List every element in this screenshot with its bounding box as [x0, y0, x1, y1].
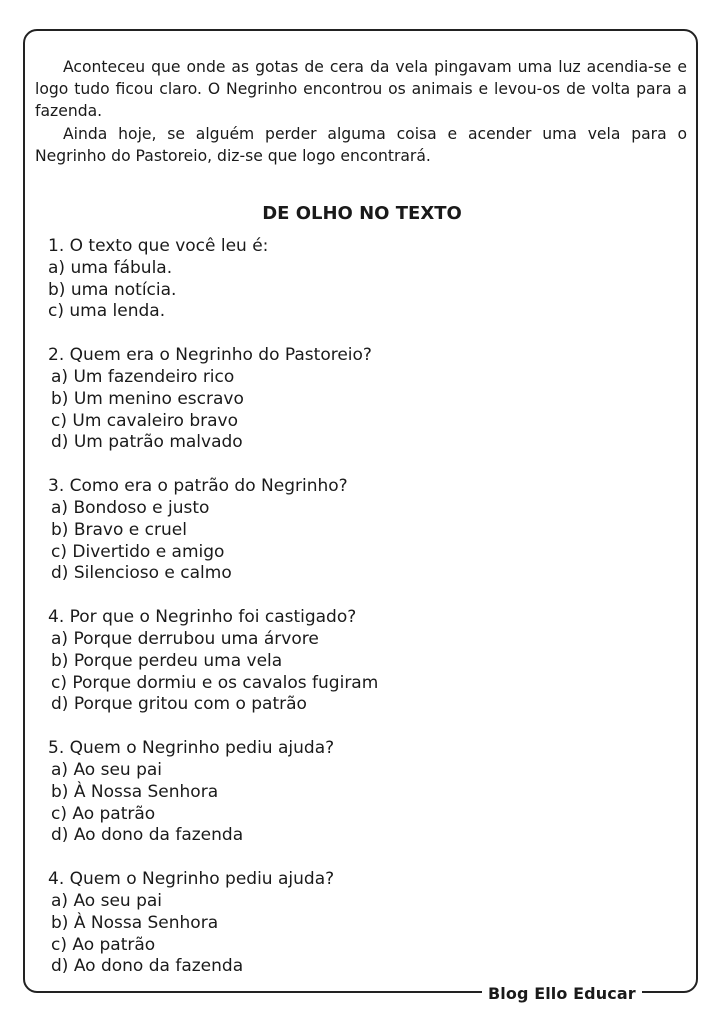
answer-option: b) uma notícia. [48, 279, 177, 300]
answer-option: c) uma lenda. [48, 301, 166, 322]
question-2 [48, 345, 688, 454]
story-paragraph: Ainda hoje, se alguém perder alguma coisa e acender uma vela para o Negrinho do Pastoreio, diz-se que logo encontrará. [35, 124, 687, 165]
question-stem: 3. Como era o patrão do Negrinho? [48, 476, 348, 497]
answer-option: c) Um cavaleiro bravo [51, 410, 239, 431]
answer-option: b) Porque perdeu uma vela [51, 650, 283, 671]
question-4 [48, 607, 688, 716]
question-stem: 4. Quem o Negrinho pediu ajuda? [48, 869, 335, 890]
answer-option: c) Divertido e amigo [51, 541, 225, 562]
answer-option: b) À Nossa Senhora [51, 912, 219, 933]
answer-option: b) Um menino escravo [51, 388, 244, 409]
question-stem: 4. Por que o Negrinho foi castigado? [48, 607, 357, 628]
question-3 [48, 476, 688, 585]
answer-option: d) Porque gritou com o patrão [51, 694, 307, 715]
footer-brand: Blog Ello Educar [482, 984, 642, 1003]
answer-option: b) À Nossa Senhora [51, 781, 219, 802]
answer-option: a) Porque derrubou uma árvore [51, 628, 319, 649]
question-list [48, 236, 688, 1000]
question-6 [48, 869, 688, 978]
question-stem: 2. Quem era o Negrinho do Pastoreio? [48, 345, 372, 366]
answer-option: d) Ao dono da fazenda [51, 825, 244, 846]
answer-option: c) Ao patrão [51, 803, 156, 824]
answer-option: d) Silencioso e calmo [51, 563, 232, 584]
section-title: DE OLHO NO TEXTO [262, 203, 462, 224]
answer-option: d) Ao dono da fazenda [51, 956, 244, 977]
story-text [35, 56, 687, 167]
answer-option: a) uma fábula. [48, 257, 173, 278]
answer-option: c) Ao patrão [51, 934, 156, 955]
answer-option: d) Um patrão malvado [51, 432, 243, 453]
answer-option: a) Ao seu pai [51, 759, 163, 780]
question-stem: 1. O texto que você leu é: [48, 236, 269, 256]
answer-option: a) Ao seu pai [51, 890, 163, 911]
answer-option: c) Porque dormiu e os cavalos fugiram [51, 672, 379, 693]
story-paragraph: Aconteceu que onde as gotas de cera da vela pingavam uma luz acendia-se e logo tudo ficou claro. O Negrinho encontrou os animais e levou-os de volta para a fazenda. [35, 58, 687, 121]
question-5 [48, 738, 688, 847]
question-stem: 5. Quem o Negrinho pediu ajuda? [48, 738, 335, 759]
answer-option: a) Um fazendeiro rico [51, 366, 235, 387]
question-1 [48, 236, 688, 323]
answer-option: a) Bondoso e justo [51, 497, 210, 518]
answer-option: b) Bravo e cruel [51, 519, 187, 540]
